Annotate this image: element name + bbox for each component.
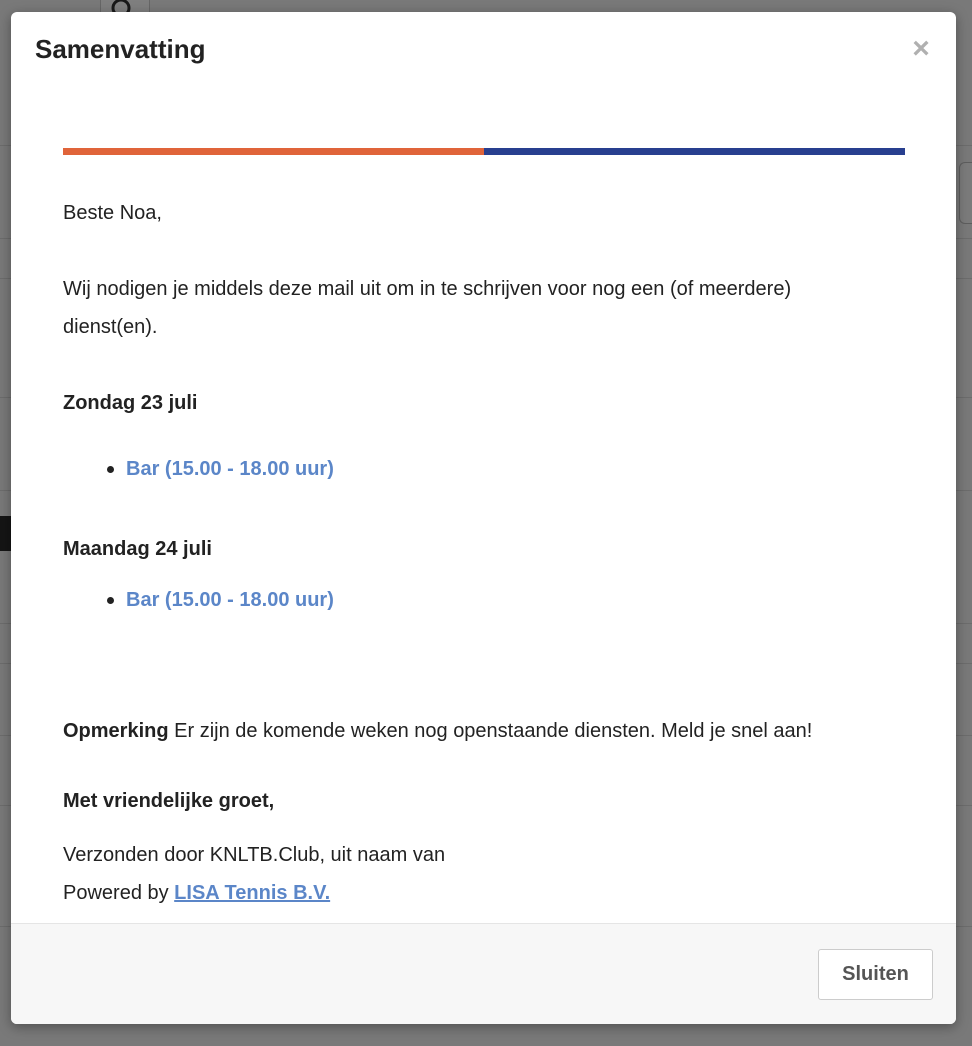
day-heading: Zondag 23 juli — [63, 392, 198, 414]
closing-text: Met vriendelijke groet, — [63, 790, 275, 812]
powered-by-prefix: Powered by — [63, 882, 175, 904]
shift-link[interactable]: Bar (15.00 - 18.00 uur) — [126, 589, 334, 611]
list-item — [63, 581, 334, 619]
summary-dialog — [11, 12, 956, 1024]
bullet — [107, 466, 114, 473]
intro-text: Wij nodigen je middels deze mail uit om in te schrijven voor nog een (of meerdere) dienst(en). — [63, 278, 792, 338]
greeting-text: Beste Noa, — [63, 202, 162, 224]
bullet — [107, 597, 114, 604]
dialog-footer — [11, 923, 956, 1024]
lisa-tennis-link[interactable]: LISA Tennis B.V. — [174, 882, 331, 904]
brand-bar-orange — [63, 148, 484, 155]
dialog-header — [11, 12, 956, 90]
shift-link[interactable]: Bar (15.00 - 18.00 uur) — [126, 458, 334, 480]
brand-bar-blue — [484, 148, 905, 155]
remark-text — [63, 712, 812, 750]
remark-message: Er zijn de komende weken nog openstaande diensten. Meld je snel aan! — [168, 720, 813, 742]
list-item — [63, 450, 334, 488]
remark-label: Opmerking — [63, 720, 169, 742]
day-heading: Maandag 24 juli — [63, 538, 212, 560]
powered-by-text — [63, 874, 330, 912]
brand-color-bar — [63, 148, 905, 155]
close-icon[interactable]: × — [908, 34, 934, 64]
shift-list — [63, 450, 334, 488]
close-button[interactable]: Sluiten — [818, 949, 933, 1000]
sent-by-text: Verzonden door KNLTB.Club, uit naam van — [63, 844, 446, 866]
dialog-title: Samenvatting — [35, 34, 206, 64]
shift-list — [63, 581, 334, 619]
